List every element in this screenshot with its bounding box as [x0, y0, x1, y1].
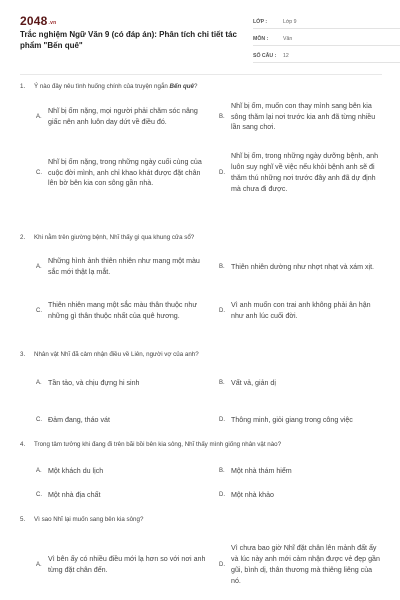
option-text: Vì bên ấy có nhiều điều mới lạ hơn so với nơi anh từng đặt chân đến. [48, 555, 206, 574]
option-text: Những hình ảnh thiên nhiên như mang một màu sắc mới thật lạ mắt. [48, 257, 200, 276]
question-stem [20, 82, 382, 91]
question-text: Ý nào đây nêu tình huống chính của truyện ngắn Bến quê? [34, 83, 198, 90]
option-text: Thiên nhiên dường như nhợt nhạt và xám xịt. [231, 262, 375, 271]
question-3 [20, 350, 382, 439]
option-b[interactable] [219, 101, 382, 133]
option-text: Một nhà khảo [231, 490, 274, 499]
option-letter: B. [219, 264, 225, 270]
option-a[interactable] [36, 101, 211, 133]
meta-class-row [253, 16, 400, 29]
option-a[interactable] [36, 554, 211, 576]
option-text: Tần tảo, và chịu đựng hi sinh [48, 378, 140, 387]
option-a[interactable] [36, 465, 211, 477]
option-letter: A. [36, 380, 42, 386]
option-letter: D. [219, 492, 225, 498]
option-text: Thiên nhiên mang một sắc màu thân thuộc như những gì thân thuộc nhất của quê hương. [48, 301, 198, 320]
option-text: Vì anh muốn con trai anh không phải ân hận như anh lúc cuối đời. [231, 301, 371, 320]
question-stem [20, 440, 382, 449]
option-a[interactable] [36, 377, 211, 389]
logo-text: 2048 [20, 14, 48, 28]
question-text: Vì sao Nhĩ lại muốn sang bên kia sông? [34, 516, 144, 523]
question-number: 1. [20, 83, 26, 90]
option-letter: B. [219, 468, 225, 474]
option-b[interactable] [219, 256, 382, 278]
question-stem [20, 350, 382, 359]
option-d[interactable] [219, 145, 382, 201]
meta-count-row [253, 50, 400, 63]
question-text: Nhân vật Nhĩ đã cảm nhận điều về Liên, người vợ của anh? [34, 351, 199, 358]
option-text: Nhĩ bị ốm nặng, trong những ngày cuối cùng của cuộc đời mình, anh chỉ khao khát được đặt chân lên bờ bên kia con sông gần nhà. [48, 157, 202, 188]
options [36, 91, 382, 219]
option-c[interactable] [36, 151, 211, 195]
question-number: 3. [20, 351, 26, 358]
option-letter: C. [36, 417, 42, 423]
option-d[interactable] [219, 489, 382, 501]
option-text: Thông minh, giỏi giang trong công việc [231, 415, 353, 424]
option-text: Một nhà địa chất [48, 490, 101, 499]
option-text: Một nhà thám hiểm [231, 466, 292, 475]
meta-subject-value: Văn [283, 36, 293, 42]
page-header [20, 14, 382, 64]
question-2 [20, 233, 382, 342]
option-c[interactable] [36, 294, 211, 328]
option-d[interactable] [219, 300, 382, 322]
option-letter: D. [219, 170, 225, 176]
option-text: Vì chưa bao giờ Nhĩ đặt chân lên mảnh đất ấy và lúc này anh mới cảm nhận được vẻ đẹp gần gũi, bình dị, thân thương mà thiêng liêng của nó. [231, 544, 380, 585]
option-b[interactable] [219, 465, 382, 477]
option-text: Vất vả, giản dị [231, 378, 276, 387]
option-b[interactable] [219, 539, 382, 591]
question-stem [20, 233, 382, 242]
option-letter: A. [36, 264, 42, 270]
page-title: Trắc nghiệm Ngữ Văn 9 (có đáp án): Phân tích chi tiết tác phẩm "Bến quê" [20, 30, 237, 50]
option-letter: D. [219, 308, 225, 314]
option-a[interactable] [36, 256, 211, 278]
option-c[interactable] [36, 414, 211, 426]
option-b[interactable] [219, 377, 382, 389]
option-text: Đảm đang, tháo vát [48, 415, 110, 424]
logo-suffix: .vn [48, 20, 57, 26]
meta-count-value: 12 [283, 53, 289, 59]
option-letter: C. [36, 308, 42, 314]
site-logo[interactable] [20, 14, 56, 28]
question-text: Trong tâm tưởng khi đang đi trên bãi bồi bên kia sông, Nhĩ thấy mình giống nhân vật nào? [34, 441, 282, 448]
option-letter: A. [36, 114, 42, 120]
option-c[interactable] [36, 489, 211, 501]
option-letter: D. [219, 562, 225, 568]
meta-class-value: Lớp 9 [283, 19, 297, 25]
options [36, 449, 382, 509]
meta-class-label: LỚP : [253, 19, 268, 25]
question-number: 4. [20, 441, 26, 448]
question-5 [20, 515, 382, 596]
option-d[interactable] [219, 408, 382, 432]
option-text: Nhĩ bị ốm nặng, mọi người phải chăm sóc nâng giấc nên anh luôn day dứt về điều đó. [48, 107, 198, 126]
question-1 [20, 82, 382, 219]
option-letter: A. [36, 468, 42, 474]
option-letter: A. [36, 562, 42, 568]
option-text: Một khách du lịch [48, 466, 104, 475]
quiz-meta [253, 16, 400, 67]
question-number: 5. [20, 516, 26, 523]
option-letter: C. [36, 492, 42, 498]
options [36, 359, 382, 439]
option-text: Nhĩ bị ốm, muốn con thay mình sang bên kia sông thăm lại nơi trước kia anh đã từng nhiều lần sang chơi. [231, 101, 376, 132]
option-letter: C. [36, 170, 42, 176]
options [36, 242, 382, 342]
meta-subject-label: MÔN : [253, 36, 269, 42]
option-letter: B. [219, 380, 225, 386]
question-stem [20, 515, 382, 524]
header-divider [20, 74, 382, 75]
option-letter: B. [219, 114, 225, 120]
meta-count-label: SỐ CÂU : [253, 53, 277, 59]
meta-subject-row [253, 33, 400, 46]
option-letter: D. [219, 417, 225, 423]
options [36, 524, 382, 596]
question-number: 2. [20, 234, 26, 241]
question-text: Khi nằm trên giường bệnh, Nhĩ thấy gì qua khung cửa sổ? [34, 234, 195, 241]
question-4 [20, 440, 382, 509]
option-text: Nhĩ bị ốm, trong những ngày dưỡng bệnh, anh luôn suy nghĩ về việc nếu khỏi bệnh anh sẽ đi thăm thú những nơi trước đây anh đã dự định mà chưa đi được. [231, 152, 379, 193]
